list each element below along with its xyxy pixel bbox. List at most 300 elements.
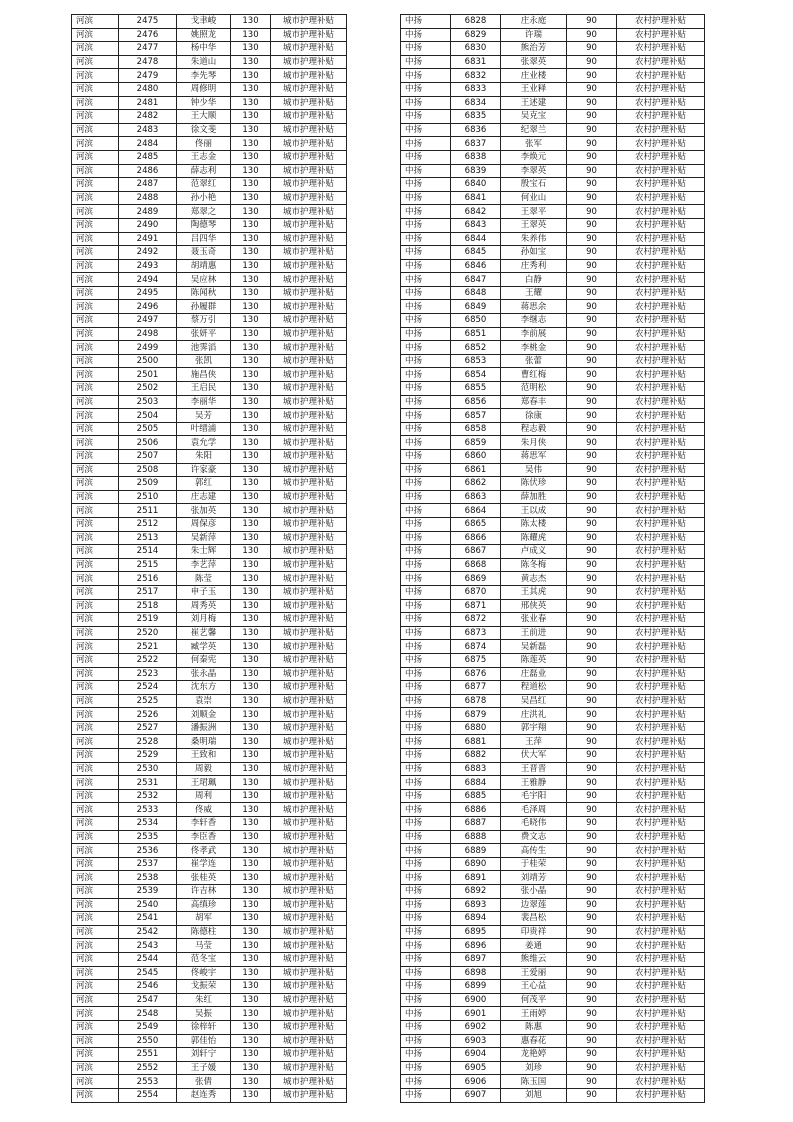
area-cell: 河滨 [72,436,119,450]
amount-cell: 130 [231,286,271,300]
serial-number-cell: 6873 [451,626,501,640]
area-cell: 中扬 [401,599,451,613]
serial-number-cell: 6865 [451,517,501,531]
table-row [401,640,705,654]
subsidy-type-cell: 农村护理补贴 [617,164,705,178]
table-row [401,653,705,667]
area-cell: 河滨 [72,980,119,994]
amount-cell: 130 [231,1020,271,1034]
area-cell: 中扬 [401,830,451,844]
table-row [72,286,347,300]
subsidy-type-cell: 城市护理补贴 [271,558,347,572]
amount-cell: 130 [231,613,271,627]
serial-number-cell: 6880 [451,721,501,735]
table-row [72,762,347,776]
amount-cell: 90 [567,286,617,300]
table-row [72,844,347,858]
name-cell: 曹红梅 [501,368,567,382]
subsidy-type-cell: 农村护理补贴 [617,490,705,504]
name-cell: 范冬宝 [177,952,231,966]
subsidy-type-cell: 城市护理补贴 [271,96,347,110]
name-cell: 毛宇阳 [501,789,567,803]
area-cell: 中扬 [401,409,451,423]
table-row [72,450,347,464]
name-cell: 李丽华 [177,395,231,409]
area-cell: 河滨 [72,450,119,464]
name-cell: 黄志杰 [501,572,567,586]
subsidy-type-cell: 城市护理补贴 [271,178,347,192]
amount-cell: 90 [567,681,617,695]
subsidy-type-cell: 农村护理补贴 [617,42,705,56]
area-cell: 中扬 [401,721,451,735]
subsidy-type-cell: 农村护理补贴 [617,762,705,776]
amount-cell: 90 [567,137,617,151]
table-row [72,205,347,219]
table-row [72,463,347,477]
amount-cell: 130 [231,246,271,260]
name-cell: 陈惠 [501,1020,567,1034]
amount-cell: 130 [231,844,271,858]
serial-number-cell: 6885 [451,789,501,803]
subsidy-type-cell: 城市护理补贴 [271,817,347,831]
serial-number-cell: 2552 [119,1061,177,1075]
name-cell: 王启民 [177,382,231,396]
table-row [72,110,347,124]
subsidy-type-cell: 农村护理补贴 [617,205,705,219]
name-cell: 庄业楼 [501,69,567,83]
subsidy-type-cell: 农村护理补贴 [617,354,705,368]
amount-cell: 130 [231,694,271,708]
serial-number-cell: 2514 [119,545,177,559]
amount-cell: 90 [567,477,617,491]
amount-cell: 130 [231,259,271,273]
name-cell: 吴伟 [501,463,567,477]
amount-cell: 90 [567,857,617,871]
amount-cell: 90 [567,653,617,667]
area-cell: 中扬 [401,314,451,328]
subsidy-type-cell: 城市护理补贴 [271,653,347,667]
area-cell: 河滨 [72,721,119,735]
amount-cell: 130 [231,191,271,205]
subsidy-type-cell: 农村护理补贴 [617,436,705,450]
subsidy-type-cell: 城市护理补贴 [271,42,347,56]
subsidy-type-cell: 城市护理补贴 [271,341,347,355]
table-row [401,817,705,831]
area-cell: 中扬 [401,69,451,83]
amount-cell: 90 [567,96,617,110]
serial-number-cell: 6853 [451,354,501,368]
name-cell: 沈东方 [177,681,231,695]
table-row [401,382,705,396]
area-cell: 中扬 [401,545,451,559]
subsidy-type-cell: 城市护理补贴 [271,735,347,749]
amount-cell: 130 [231,82,271,96]
subsidy-type-cell: 城市护理补贴 [271,205,347,219]
name-cell: 高传生 [501,844,567,858]
table-row [72,613,347,627]
amount-cell: 130 [231,28,271,42]
name-cell: 蒋思军 [501,450,567,464]
area-cell: 河滨 [72,300,119,314]
subsidy-type-cell: 农村护理补贴 [617,626,705,640]
serial-number-cell: 6834 [451,96,501,110]
amount-cell: 90 [567,28,617,42]
amount-cell: 90 [567,490,617,504]
area-cell: 中扬 [401,382,451,396]
table-row [72,789,347,803]
subsidy-type-cell: 城市护理补贴 [271,232,347,246]
name-cell: 卢成义 [501,545,567,559]
subsidy-type-cell: 农村护理补贴 [617,708,705,722]
table-row [72,218,347,232]
subsidy-type-cell: 农村护理补贴 [617,694,705,708]
area-cell: 中扬 [401,82,451,96]
subsidy-type-cell: 农村护理补贴 [617,422,705,436]
area-cell: 中扬 [401,273,451,287]
area-cell: 河滨 [72,327,119,341]
area-cell: 河滨 [72,504,119,518]
amount-cell: 130 [231,817,271,831]
serial-number-cell: 6872 [451,613,501,627]
amount-cell: 130 [231,749,271,763]
area-cell: 河滨 [72,1075,119,1089]
name-cell: 佟威 [177,803,231,817]
serial-number-cell: 2475 [119,15,177,29]
amount-cell: 90 [567,572,617,586]
serial-number-cell: 2477 [119,42,177,56]
table-row [401,667,705,681]
table-row [401,246,705,260]
name-cell: 朱养伟 [501,232,567,246]
table-row [72,993,347,1007]
subsidy-type-cell: 农村护理补贴 [617,246,705,260]
name-cell: 王翠英 [501,218,567,232]
subsidy-type-cell: 城市护理补贴 [271,28,347,42]
area-cell: 中扬 [401,490,451,504]
area-cell: 河滨 [72,803,119,817]
subsidy-type-cell: 城市护理补贴 [271,395,347,409]
area-cell: 中扬 [401,1061,451,1075]
table-row [72,96,347,110]
amount-cell: 130 [231,69,271,83]
amount-cell: 130 [231,395,271,409]
subsidy-type-cell: 城市护理补贴 [271,15,347,29]
amount-cell: 90 [567,246,617,260]
amount-cell: 90 [567,545,617,559]
subsidy-type-cell: 农村护理补贴 [617,1061,705,1075]
serial-number-cell: 6859 [451,436,501,450]
name-cell: 申子玉 [177,585,231,599]
table-row [401,1088,705,1102]
name-cell: 陈莹 [177,572,231,586]
table-row [72,735,347,749]
amount-cell: 90 [567,450,617,464]
table-row [401,681,705,695]
subsidy-type-cell: 城市护理补贴 [271,150,347,164]
name-cell: 郑春丰 [501,395,567,409]
subsidy-type-cell: 城市护理补贴 [271,871,347,885]
subsidy-type-cell: 城市护理补贴 [271,708,347,722]
table-row [72,952,347,966]
serial-number-cell: 2510 [119,490,177,504]
name-cell: 吴新萍 [177,531,231,545]
name-cell: 戈振荣 [177,980,231,994]
subsidy-type-cell: 城市护理补贴 [271,545,347,559]
area-cell: 河滨 [72,422,119,436]
subsidy-type-cell: 农村护理补贴 [617,150,705,164]
subsidy-type-cell: 农村护理补贴 [617,409,705,423]
subsidy-type-cell: 农村护理补贴 [617,517,705,531]
amount-cell: 90 [567,803,617,817]
amount-cell: 130 [231,463,271,477]
subsidy-type-cell: 农村护理补贴 [617,273,705,287]
subsidy-type-cell: 农村护理补贴 [617,898,705,912]
table-row [401,857,705,871]
name-cell: 陈德柱 [177,925,231,939]
serial-number-cell: 2490 [119,218,177,232]
area-cell: 河滨 [72,749,119,763]
subsidy-type-cell: 农村护理补贴 [617,15,705,29]
serial-number-cell: 6887 [451,817,501,831]
subsidy-type-cell: 农村护理补贴 [617,1088,705,1102]
name-cell: 薛加胜 [501,490,567,504]
amount-cell: 90 [567,531,617,545]
name-cell: 毛晓伟 [501,817,567,831]
subsidy-type-cell: 农村护理补贴 [617,1075,705,1089]
name-cell: 白静 [501,273,567,287]
subsidy-type-cell: 城市护理补贴 [271,246,347,260]
table-row [401,504,705,518]
table-row [401,572,705,586]
table-row [401,409,705,423]
name-cell: 程志毅 [501,422,567,436]
amount-cell: 130 [231,490,271,504]
serial-number-cell: 2538 [119,871,177,885]
name-cell: 徐康 [501,409,567,423]
amount-cell: 90 [567,368,617,382]
name-cell: 钟少华 [177,96,231,110]
subsidy-type-cell: 城市护理补贴 [271,382,347,396]
table-row [72,1088,347,1102]
area-cell: 中扬 [401,572,451,586]
area-cell: 中扬 [401,178,451,192]
name-cell: 朱士辉 [177,545,231,559]
name-cell: 陈闻秋 [177,286,231,300]
area-cell: 河滨 [72,517,119,531]
subsidy-type-cell: 农村护理补贴 [617,735,705,749]
area-cell: 河滨 [72,164,119,178]
subsidy-type-cell: 城市护理补贴 [271,613,347,627]
area-cell: 河滨 [72,776,119,790]
subsidy-type-cell: 城市护理补贴 [271,123,347,137]
table-row [72,409,347,423]
table-row [72,980,347,994]
subsidy-type-cell: 城市护理补贴 [271,1048,347,1062]
name-cell: 刘顺金 [177,708,231,722]
area-cell: 河滨 [72,545,119,559]
table-row [72,382,347,396]
serial-number-cell: 6846 [451,259,501,273]
table-row [401,436,705,450]
area-cell: 中扬 [401,15,451,29]
amount-cell: 130 [231,789,271,803]
subsidy-type-cell: 城市护理补贴 [271,599,347,613]
table-row [401,55,705,69]
table-row [401,925,705,939]
area-cell: 河滨 [72,28,119,42]
table-row [72,55,347,69]
amount-cell: 90 [567,273,617,287]
area-cell: 中扬 [401,681,451,695]
name-cell: 龙艳婷 [501,1048,567,1062]
amount-cell: 130 [231,830,271,844]
area-cell: 河滨 [72,463,119,477]
area-cell: 河滨 [72,55,119,69]
left-table-body [72,15,347,1103]
name-cell: 张翠英 [501,55,567,69]
serial-number-cell: 2508 [119,463,177,477]
subsidy-type-cell: 农村护理补贴 [617,857,705,871]
name-cell: 袁崇 [177,694,231,708]
subsidy-type-cell: 城市护理补贴 [271,844,347,858]
serial-number-cell: 2544 [119,952,177,966]
name-cell: 佟孝武 [177,844,231,858]
serial-number-cell: 6845 [451,246,501,260]
name-cell: 何茂平 [501,993,567,1007]
area-cell: 中扬 [401,1020,451,1034]
name-cell: 费文志 [501,830,567,844]
amount-cell: 130 [231,1075,271,1089]
serial-number-cell: 6882 [451,749,501,763]
table-row [72,1020,347,1034]
table-row [72,653,347,667]
subsidy-type-cell: 农村护理补贴 [617,232,705,246]
subsidy-type-cell: 农村护理补贴 [617,259,705,273]
amount-cell: 130 [231,327,271,341]
area-cell: 中扬 [401,436,451,450]
serial-number-cell: 2542 [119,925,177,939]
subsidy-type-cell: 农村护理补贴 [617,1048,705,1062]
table-row [401,477,705,491]
table-row [401,545,705,559]
serial-number-cell: 6902 [451,1020,501,1034]
area-cell: 中扬 [401,259,451,273]
area-cell: 河滨 [72,694,119,708]
name-cell: 王珺珮 [177,776,231,790]
table-row [401,463,705,477]
amount-cell: 130 [231,341,271,355]
area-cell: 河滨 [72,830,119,844]
name-cell: 庄磊业 [501,667,567,681]
amount-cell: 90 [567,395,617,409]
amount-cell: 130 [231,314,271,328]
name-cell: 徐文斐 [177,123,231,137]
subsidy-type-cell: 城市护理补贴 [271,164,347,178]
name-cell: 王子媛 [177,1061,231,1075]
area-cell: 中扬 [401,477,451,491]
amount-cell: 90 [567,15,617,29]
subsidy-type-cell: 城市护理补贴 [271,993,347,1007]
subsidy-type-cell: 农村护理补贴 [617,82,705,96]
table-row [72,300,347,314]
amount-cell: 90 [567,55,617,69]
area-cell: 河滨 [72,952,119,966]
area-cell: 河滨 [72,395,119,409]
amount-cell: 130 [231,980,271,994]
name-cell: 刘月梅 [177,613,231,627]
subsidy-type-cell: 农村护理补贴 [617,504,705,518]
serial-number-cell: 2551 [119,1048,177,1062]
name-cell: 吴新磊 [501,640,567,654]
serial-number-cell: 6896 [451,939,501,953]
name-cell: 李先琴 [177,69,231,83]
name-cell: 徐梓轩 [177,1020,231,1034]
serial-number-cell: 2521 [119,640,177,654]
amount-cell: 130 [231,300,271,314]
name-cell: 李翠英 [501,164,567,178]
serial-number-cell: 6833 [451,82,501,96]
area-cell: 中扬 [401,218,451,232]
amount-cell: 130 [231,450,271,464]
amount-cell: 90 [567,409,617,423]
amount-cell: 90 [567,885,617,899]
subsidy-type-cell: 城市护理补贴 [271,925,347,939]
area-cell: 中扬 [401,517,451,531]
name-cell: 何业山 [501,191,567,205]
table-row [401,450,705,464]
serial-number-cell: 6871 [451,599,501,613]
name-cell: 范明松 [501,382,567,396]
area-cell: 河滨 [72,314,119,328]
subsidy-type-cell: 农村护理补贴 [617,531,705,545]
area-cell: 河滨 [72,912,119,926]
serial-number-cell: 2506 [119,436,177,450]
name-cell: 施昌侠 [177,368,231,382]
subsidy-type-cell: 城市护理补贴 [271,640,347,654]
name-cell: 张军 [501,137,567,151]
amount-cell: 90 [567,558,617,572]
area-cell: 河滨 [72,150,119,164]
name-cell: 蔡万引 [177,314,231,328]
name-cell: 熊治芳 [501,42,567,56]
serial-number-cell: 6852 [451,341,501,355]
serial-number-cell: 2501 [119,368,177,382]
table-row [401,898,705,912]
serial-number-cell: 6838 [451,150,501,164]
subsidy-type-cell: 农村护理补贴 [617,1020,705,1034]
name-cell: 殷宝石 [501,178,567,192]
serial-number-cell: 6844 [451,232,501,246]
area-cell: 中扬 [401,110,451,124]
area-cell: 中扬 [401,762,451,776]
area-cell: 中扬 [401,395,451,409]
name-cell: 高缜珍 [177,898,231,912]
serial-number-cell: 2504 [119,409,177,423]
table-row [401,422,705,436]
subsidy-type-cell: 农村护理补贴 [617,368,705,382]
amount-cell: 90 [567,640,617,654]
table-row [72,871,347,885]
serial-number-cell: 6892 [451,885,501,899]
name-cell: 周保彦 [177,517,231,531]
area-cell: 河滨 [72,178,119,192]
amount-cell: 130 [231,925,271,939]
area-cell: 河滨 [72,653,119,667]
table-row [72,708,347,722]
area-cell: 河滨 [72,762,119,776]
table-row [401,776,705,790]
serial-number-cell: 2539 [119,885,177,899]
